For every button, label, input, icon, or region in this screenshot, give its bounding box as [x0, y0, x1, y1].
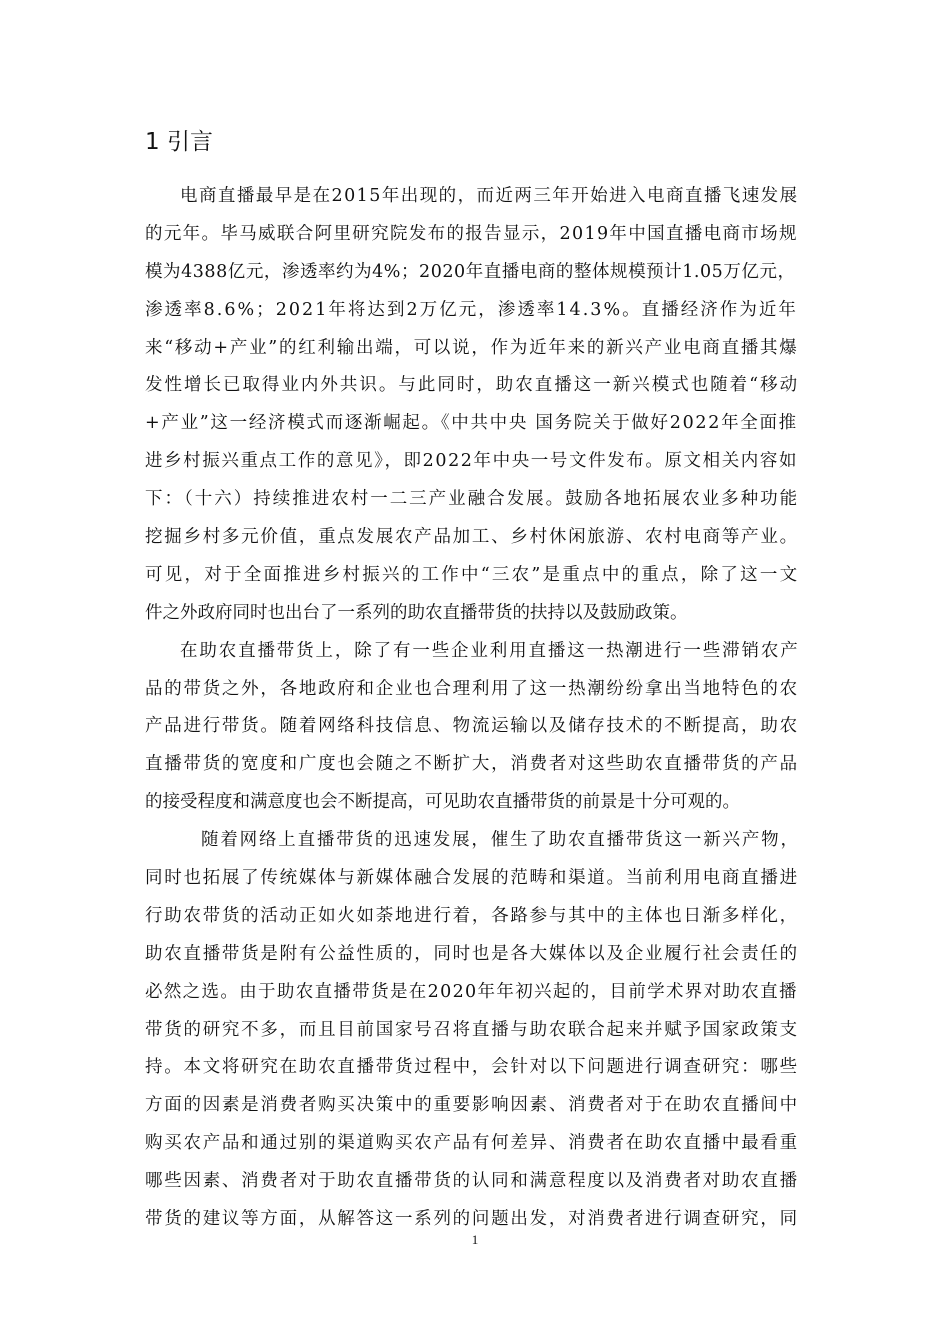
- text-line: 的元年。毕马威联合阿里研究院发布的报告显示，2019年中国直播电商市场规: [145, 223, 798, 244]
- text-line: 进乡村振兴重点工作的意见》，即2022年中央一号文件发布。原文相关内容如: [145, 451, 799, 472]
- text-line: 件之外政府同时也出台了一系列的助农直播带货的扶持以及鼓励政策。: [145, 602, 688, 623]
- text-line: 模为4388亿元，渗透率约为4%；2020年直播电商的整体规模预计1.05万亿元，: [145, 261, 796, 282]
- text-line: 随着网络上直播带货的迅速发展，催生了助农直播带货这一新兴产物，: [201, 830, 800, 851]
- text-line: 产品进行带货。随着网络科技信息、物流运输以及储存技术的不断提高，助农: [145, 716, 799, 737]
- section-heading: 1 引言: [145, 129, 213, 155]
- text-line: 可见，对于全面推进乡村振兴的工作中“三农”是重点中的重点，除了这一文: [145, 564, 800, 585]
- text-line: 必然之选。由于助农直播带货是在2020年年初兴起的，目前学术界对助农直播: [145, 981, 798, 1002]
- text-line: 方面的因素是消费者购买决策中的重要影响因素、消费者对于在助农直播间中: [145, 1095, 799, 1116]
- text-line: 直播带货的宽度和广度也会随之不断扩大，消费者对这些助农直播带货的产品: [145, 754, 799, 775]
- text-line: 带货的建议等方面，从解答这一系列的问题出发，对消费者进行调查研究，同: [145, 1209, 799, 1230]
- text-line: 同时也拓展了传统媒体与新媒体融合发展的范畴和渠道。当前利用电商直播进: [145, 868, 799, 889]
- text-line: 电商直播最早是在2015年出现的，而近两三年开始进入电商直播飞速发展: [180, 186, 799, 206]
- text-line: 挖掘乡村多元价值，重点发展农产品加工、乡村休闲旅游、农村电商等产业。: [145, 527, 799, 548]
- text-line: 下：（十六）持续推进农村一二三产业融合发展。鼓励各地拓展农业多种功能: [145, 489, 800, 510]
- text-line: +产业”这一经济模式而逐渐崛起。《中共中央 国务院关于做好2022年全面推: [145, 413, 798, 434]
- text-line: 的接受程度和满意度也会不断提高，可见助农直播带货的前景是十分可观的。: [145, 792, 740, 813]
- text-line: 持。本文将研究在助农直播带货过程中，会针对以下问题进行调查研究：哪些: [145, 1057, 799, 1078]
- text-line: 发性增长已取得业内外共识。与此同时，助农直播这一新兴模式也随着“移动: [145, 375, 800, 396]
- text-line: 行助农带货的活动正如火如荼地进行着，各路参与其中的主体也日渐多样化，: [145, 905, 799, 926]
- text-line: 哪些因素、消费者对于助农直播带货的认同和满意程度以及消费者对助农直播: [145, 1171, 799, 1192]
- page-number: 1: [471, 1232, 479, 1247]
- text-line: 带货的研究不多，而且目前国家号召将直播与助农联合起来并赋予国家政策支: [145, 1019, 799, 1040]
- body-text: [145, 178, 807, 1239]
- text-line: 来“移动+产业”的红利输出端，可以说，作为近年来的新兴产业电商直播其爆: [145, 337, 799, 358]
- text-line: 在助农直播带货上，除了有一些企业利用直播这一热潮进行一些滞销农产: [180, 640, 800, 661]
- text-line: 购买农产品和通过别的渠道购买农产品有何差异、消费者在助农直播中最看重: [145, 1133, 799, 1154]
- text-line: 渗透率8.6%；2021年将达到2万亿元，渗透率14.3%。直播经济作为近年: [145, 299, 798, 320]
- text-line: 助农直播带货是附有公益性质的，同时也是各大媒体以及企业履行社会责任的: [145, 943, 799, 964]
- text-line: 品的带货之外，各地政府和企业也合理利用了这一热潮纷纷拿出当地特色的农: [145, 678, 799, 699]
